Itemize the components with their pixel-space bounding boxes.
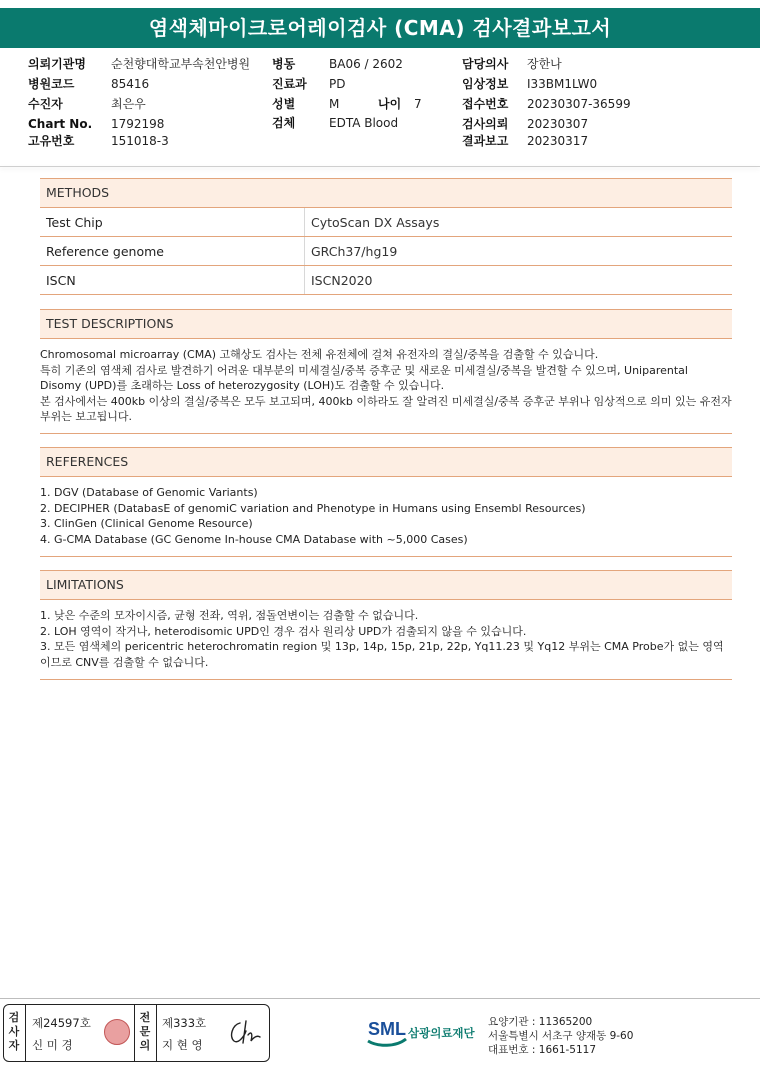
clinical-info-value: I33BM1LW0: [527, 77, 598, 91]
age-label: 나이: [378, 97, 402, 111]
references-heading: REFERENCES: [40, 447, 732, 477]
request-date-value: 20230307: [527, 117, 589, 131]
description-line: 특히 기존의 염색체 검사로 발견하기 어려운 대부분의 미세결실/중복 증후군 및 새로운 미세결실/중복을 발견할 수 있으며, Uniparental Disomy (UPD)를 초래하는 Loss of heterozygosity (LOH)도 검출할 수 있습니다.: [40, 363, 688, 392]
section-divider: [40, 679, 732, 680]
institution-code: 요양기관 : 11365200: [488, 1016, 593, 1028]
request-date-label: 검사의뢰: [462, 117, 509, 131]
reference-item: 4. G-CMA Database (GC Genome In-house CMA Database with ~5,000 Cases): [40, 532, 468, 546]
signature-box: [3, 1004, 270, 1062]
limitations-heading: LIMITATIONS: [40, 570, 732, 600]
doctor-value: 장한나: [527, 57, 562, 71]
unique-no-value: 151018-3: [111, 134, 169, 148]
description-line: 본 검사에서는 400kb 이상의 결실/중복은 모두 보고되며, 400kb 이하라도 잘 알려진 미세결실/중복 증후군 부위나 임상적으로 의미 있는 유전자 부위는 보고됩니다.: [40, 394, 732, 423]
sex-label: 성별: [272, 97, 296, 111]
patient-label: 수진자: [28, 97, 63, 111]
iscn-value: ISCN2020: [305, 266, 733, 295]
address: 서울특별시 서초구 양재동 9-60: [488, 1030, 634, 1042]
specialist-label: 전문의: [139, 1011, 151, 1052]
ward-label: 병동: [272, 57, 296, 71]
receipt-no-label: 접수번호: [462, 97, 509, 111]
test-chip-label: Test Chip: [40, 208, 305, 237]
reference-genome-label: Reference genome: [40, 237, 305, 266]
references-section: [40, 447, 732, 547]
iscn-label: ISCN: [40, 266, 305, 295]
test-chip-value: CytoScan DX Assays: [305, 208, 733, 237]
chart-no-value: 1792198: [111, 117, 165, 131]
department-label: 진료과: [272, 77, 307, 91]
table-row: [40, 266, 732, 295]
methods-section: [40, 178, 732, 295]
sex-value: M: [329, 97, 340, 111]
ward-value: BA06 / 2602: [329, 57, 403, 71]
report-title: 염색체마이크로어레이검사 (CMA) 검사결과보고서: [0, 8, 760, 48]
specimen-label: 검체: [272, 116, 296, 130]
test-descriptions-section: [40, 309, 732, 425]
report-date-value: 20230317: [527, 134, 589, 148]
report-date-label: 결과보고: [462, 134, 509, 148]
examiner-name: 신 미 경: [32, 1038, 73, 1052]
specialist-name: 지 현 영: [162, 1038, 203, 1052]
references-body: [40, 477, 732, 547]
chart-no-label: Chart No.: [28, 117, 93, 131]
examiner-seal: [104, 1019, 130, 1045]
column-divider: [25, 1005, 26, 1061]
limitation-item: 3. 모든 염색체의 pericentric heterochromatin region 및 13p, 14p, 15p, 21p, 22p, Yq11.23 및 Yq12 부위는 CMA Probe가 없는 영역이므로 CNV를 검출할 수 없습니다.: [40, 640, 724, 669]
limitation-item: 1. 낮은 수준의 모자이시즘, 균형 전좌, 역위, 점돌연변이는 검출할 수 없습니다.: [40, 609, 419, 622]
org-name: 삼광의료재단: [408, 1026, 475, 1040]
methods-heading: METHODS: [40, 178, 732, 208]
test-descriptions-body: [40, 339, 732, 425]
requesting-institution-label: 의뢰기관명: [28, 57, 86, 71]
footer-divider: [0, 998, 760, 999]
reference-item: 3. ClinGen (Clinical Genome Resource): [40, 517, 253, 530]
receipt-no-value: 20230307-36599: [527, 97, 631, 111]
logo-text: SML: [368, 1019, 406, 1039]
methods-table: [40, 208, 732, 295]
doctor-label: 담당의사: [462, 57, 509, 71]
reference-item: 1. DGV (Database of Genomic Variants): [40, 486, 258, 499]
section-divider: [40, 433, 732, 434]
section-divider: [40, 556, 732, 557]
limitations-body: [40, 600, 732, 670]
department-value: PD: [329, 77, 346, 91]
specialist-license-no: 제333호: [162, 1016, 207, 1030]
examiner-license-no: 제24597호: [32, 1016, 91, 1030]
unique-no-label: 고유번호: [28, 134, 75, 148]
column-divider: [134, 1005, 135, 1061]
clinical-info-label: 임상정보: [462, 77, 509, 91]
specialist-vertical-label: [138, 1011, 152, 1053]
reference-item: 2. DECIPHER (DatabasE of genomiC variation and Phenotype in Humans using Ensembl Resources): [40, 501, 586, 515]
description-line: Chromosomal microarray (CMA) 고해상도 검사는 전체 유전체에 걸쳐 유전자의 결실/중복을 검출할 수 있습니다.: [40, 348, 599, 361]
limitation-item: 2. LOH 영역이 작거나, heterodisomic UPD인 경우 검사 원리상 UPD가 검출되지 않을 수 있습니다.: [40, 624, 527, 638]
hospital-code-label: 병원코드: [28, 77, 75, 91]
examiner-label: 검사자: [8, 1011, 20, 1052]
examiner-vertical-label: [7, 1011, 21, 1053]
table-row: [40, 208, 732, 237]
patient-value: 최은우: [111, 97, 146, 111]
signature-icon: [226, 1017, 264, 1047]
phone: 대표번호 : 1661-5117: [488, 1044, 597, 1056]
specimen-value: EDTA Blood: [329, 116, 399, 130]
test-descriptions-heading: TEST DESCRIPTIONS: [40, 309, 732, 339]
limitations-section: [40, 570, 732, 670]
table-row: [40, 237, 732, 266]
requesting-institution-value: 순천향대학교부속천안병원: [111, 57, 251, 71]
header-divider: [0, 166, 760, 167]
reference-genome-value: GRCh37/hg19: [305, 237, 733, 266]
age-value: 7: [414, 97, 422, 111]
hospital-code-value: 85416: [111, 77, 150, 91]
column-divider: [156, 1005, 157, 1061]
